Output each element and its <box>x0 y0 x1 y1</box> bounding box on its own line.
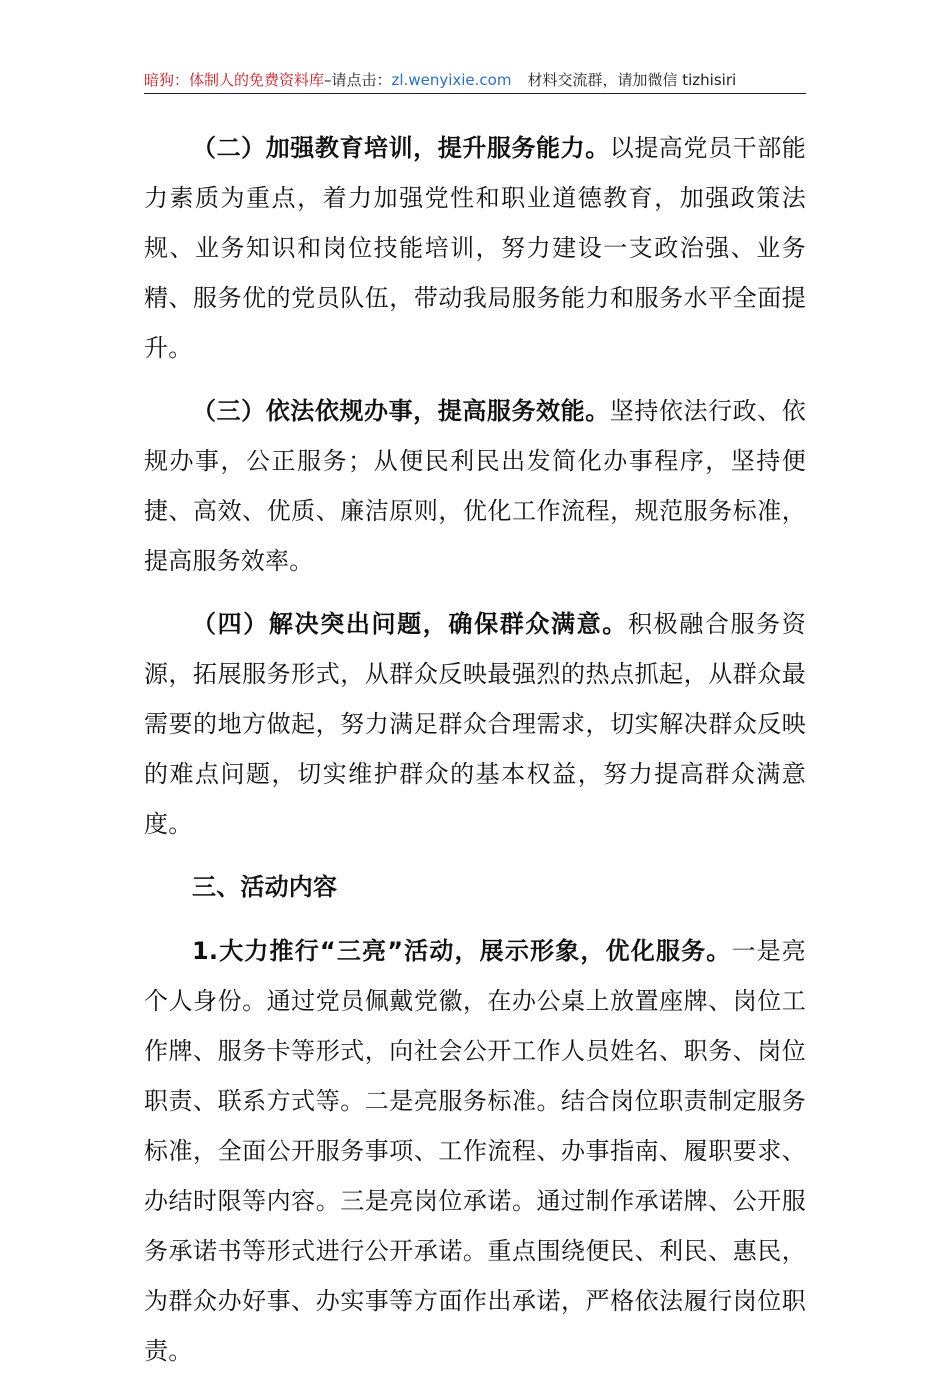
paragraph-text: 积极融合服务资源，拓展服务形式，从群众反映最强烈的热点抓起，从群众最需要的地方做起，努力满足群众合理需求，切实解决群众反映的难点问题，切实维护群众的基本权益，努力提高群众满意度。 <box>144 610 806 838</box>
item-lead: 1.大力推行“三亮”活动，展示形象，优化服务。 <box>192 937 732 965</box>
page-header <box>144 70 806 90</box>
header-divider <box>144 93 806 94</box>
section-heading: 三、活动内容 <box>192 873 338 901</box>
paragraph-lead: （三）依法依规办事，提高服务效能。 <box>192 397 610 425</box>
document-body <box>144 123 806 1389</box>
header-brand: 暗狗：体制人的免费资料库 <box>144 71 325 89</box>
paragraph-2 <box>144 123 806 373</box>
paragraph-lead: （二）加强教育培训，提升服务能力。 <box>192 134 610 162</box>
item-1 <box>144 926 806 1376</box>
paragraph-3 <box>144 386 806 586</box>
paragraph-text: 以提高党员干部能力素质为重点，着力加强党性和职业道德教育，加强政策法规、业务知识和岗位技能培训，努力建设一支政治强、业务精、服务优的党员队伍，带动我局服务能力和服务水平全面提升。 <box>144 134 806 362</box>
item-text: 一是亮个人身份。通过党员佩戴党徽，在办公桌上放置座牌、岗位工作牌、服务卡等形式，向社会公开工作人员姓名、职务、岗位职责、联系方式等。二是亮服务标准。结合岗位职责制定服务标准，全面公开服务事项、工作流程、办事指南、履职要求、办结时限等内容。三是亮岗位承诺。通过制作承诺牌、公开服务承诺书等形式进行公开承诺。重点围绕便民、利民、惠民，为群众办好事、办实事等方面作出承诺，严格依法履行岗位职责。 <box>144 937 806 1365</box>
header-click-prefix: –请点击： <box>324 71 392 89</box>
paragraph-4 <box>144 599 806 849</box>
header-group-text: 材料交流群，请加微信 tizhisiri <box>527 71 737 89</box>
paragraph-text: 坚持依法行政、依规办事，公正服务；从便民利民出发简化办事程序，坚持便捷、高效、优质、廉洁原则，优化工作流程，规范服务标准，提高服务效率。 <box>144 397 806 575</box>
header-link[interactable]: zl.wenyixie.com <box>391 71 512 89</box>
paragraph-lead: （四）解决突出问题，确保群众满意。 <box>192 610 628 638</box>
